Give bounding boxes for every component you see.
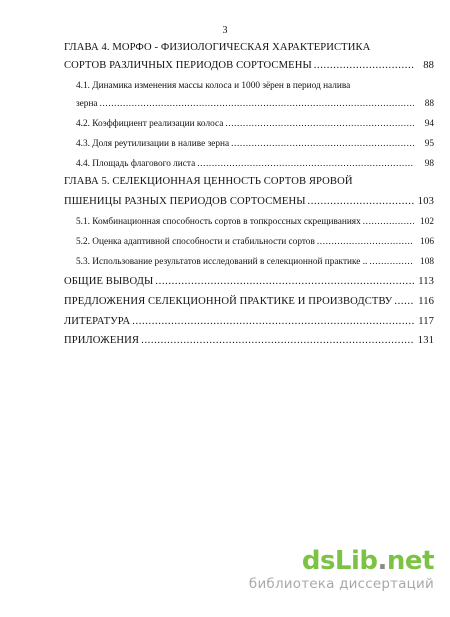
toc-entry[interactable] — [76, 119, 434, 129]
toc-entry-page: 94 — [424, 119, 434, 129]
toc-entry-page: 106 — [420, 237, 434, 247]
toc-leader-dots — [369, 257, 414, 267]
toc-entry-page: 131 — [417, 335, 434, 346]
toc-entry-page: 117 — [418, 316, 434, 327]
toc-leader-dots — [132, 316, 414, 327]
toc-heading-chapter-5: ГЛАВА 5. СЕЛЕКЦИОННАЯ ЦЕННОСТЬ СОРТОВ ЯРОВОЙ — [64, 176, 353, 187]
toc-entry[interactable] — [64, 296, 434, 307]
toc-entry[interactable] — [76, 257, 434, 267]
toc-entry-page: 95 — [424, 139, 434, 149]
toc-entry-label: 4.4. Площадь флагового листа — [76, 159, 196, 169]
toc-entry[interactable] — [76, 237, 434, 247]
toc-leader-dots — [394, 296, 414, 307]
toc-leader-dots — [308, 196, 414, 207]
toc-leader-dots — [314, 60, 414, 71]
toc-entry[interactable] — [76, 217, 434, 227]
dslib-logo: dsLib.net — [301, 546, 434, 576]
toc-entry-page: 88 — [424, 99, 434, 109]
toc-entry-page: 108 — [420, 257, 434, 267]
toc-entry-page: 102 — [420, 217, 434, 227]
dslib-watermark[interactable] — [249, 546, 434, 592]
toc-entry-label: 4.3. Доля реутилизации в наливе зерна — [76, 139, 230, 149]
toc-heading-chapter-4: ГЛАВА 4. МОРФО - ФИЗИОЛОГИЧЕСКАЯ ХАРАКТЕРИСТИКА — [64, 42, 371, 53]
toc-entry-label: зерна — [76, 99, 98, 109]
toc-entry-page: 98 — [424, 159, 434, 169]
toc-entry-label: ОБЩИЕ ВЫВОДЫ — [64, 276, 154, 287]
toc-entry-label: ПРЕДЛОЖЕНИЯ СЕЛЕКЦИОННОЙ ПРАКТИКЕ И ПРОИЗВОДСТВУ — [64, 296, 393, 307]
toc-entry-label: 5.3. Использование результатов исследований в селекционной практике .. — [76, 257, 368, 267]
toc-leader-dots — [155, 276, 414, 287]
toc-entry-label: ЛИТЕРАТУРА — [64, 316, 131, 327]
toc-subheading-4-1: 4.1. Динамика изменения массы колоса и 1000 зёрен в период налива — [76, 81, 351, 91]
toc-entry[interactable] — [64, 335, 434, 346]
toc-entry[interactable] — [76, 139, 434, 149]
toc-leader-dots — [317, 237, 414, 247]
toc-entry[interactable] — [64, 316, 434, 327]
toc-leader-dots — [231, 139, 414, 149]
toc-entry-page: 88 — [423, 60, 434, 71]
toc-leader-dots — [141, 335, 414, 346]
toc-entry-page: 103 — [417, 196, 434, 207]
toc-entry-page: 113 — [418, 276, 434, 287]
toc-leader-dots — [363, 217, 414, 227]
toc-entry[interactable] — [64, 276, 434, 287]
toc-leader-dots — [197, 159, 414, 169]
toc-entry-label: 5.1. Комбинационная способность сортов в топкроссных скрещиваниях — [76, 217, 361, 227]
toc-entry-label: СОРТОВ РАЗЛИЧНЫХ ПЕРИОДОВ СОРТОСМЕНЫ — [64, 60, 312, 71]
toc-leader-dots — [100, 99, 414, 109]
toc-leader-dots — [225, 119, 414, 129]
toc-entry-label: ПРИЛОЖЕНИЯ — [64, 335, 140, 346]
toc-entry-label: 4.2. Коэффициент реализации колоса — [76, 119, 224, 129]
toc-entry[interactable] — [64, 60, 434, 71]
toc-entry-label: ПШЕНИЦЫ РАЗНЫХ ПЕРИОДОВ СОРТОСМЕНЫ — [64, 196, 306, 207]
dslib-tagline: библиотека диссертаций — [248, 576, 434, 592]
page-number: 3 — [222, 25, 228, 36]
toc-entry-page: 116 — [418, 296, 434, 307]
toc-entry[interactable] — [76, 99, 434, 109]
toc-entry-label: 5.2. Оценка адаптивной способности и стабильности сортов — [76, 237, 315, 247]
toc-entry[interactable] — [76, 159, 434, 169]
toc-entry[interactable] — [64, 196, 434, 207]
